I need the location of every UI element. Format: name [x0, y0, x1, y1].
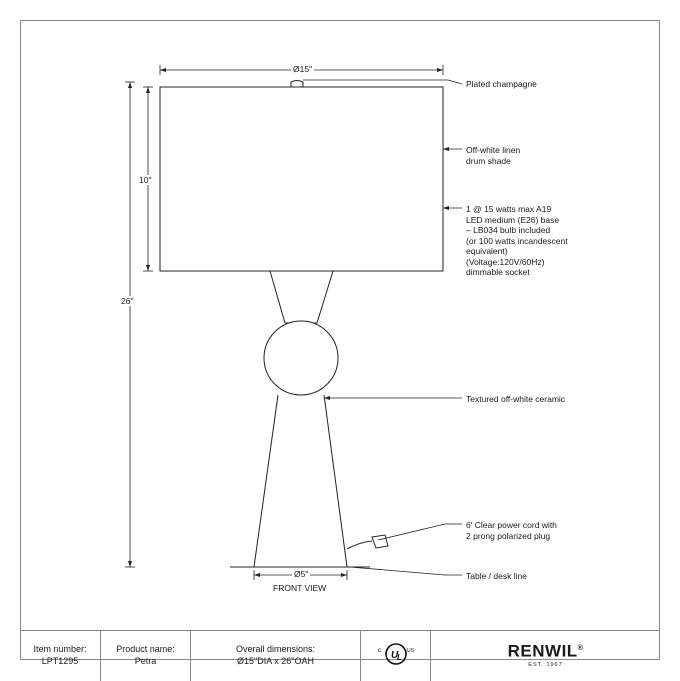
product-name-label: Product name:	[116, 644, 175, 654]
item-number-cell	[20, 631, 100, 681]
power-plug	[372, 535, 388, 548]
ceramic-sphere	[264, 321, 338, 395]
product-name-cell	[100, 631, 190, 681]
brand-name: RENWIL	[507, 641, 578, 661]
leader-finial	[303, 80, 462, 84]
callout-body: Textured off-white ceramic	[466, 394, 566, 404]
callout-finial: Plated champagne	[466, 79, 537, 89]
callout-shade: Off-white linen drum shade	[466, 145, 521, 166]
brand-logo	[431, 640, 660, 661]
overall-dimensions-value: Ø15"DIA x 26"OAH	[237, 656, 314, 666]
brand-cell	[430, 631, 660, 681]
item-number-label: Item number:	[33, 644, 87, 654]
brand-tagline: EST. 1967	[528, 661, 563, 668]
drum-shade	[160, 87, 443, 271]
title-block	[20, 630, 660, 680]
callout-bulb: 1 @ 15 watts max A19 LED medium (E26) base – LB034 bulb included (or 100 watts incandescent equivalent) (Voltage:120V/60Hz) dimmable socket	[466, 204, 568, 277]
finial	[291, 81, 303, 88]
upper-cone	[270, 271, 333, 323]
leader-cord	[378, 524, 462, 540]
dim-shade-height-label: 10"	[139, 175, 152, 185]
view-label: FRONT VIEW	[273, 583, 327, 593]
svg-text:c: c	[377, 648, 381, 654]
ul-certification-icon	[374, 641, 418, 667]
svg-text:L: L	[396, 653, 402, 662]
power-cord	[347, 541, 372, 549]
svg-text:US: US	[406, 648, 414, 654]
dim-overall-height-label: 26"	[121, 296, 134, 306]
certification-cell	[360, 631, 430, 681]
overall-dimensions-label: Overall dimensions:	[235, 644, 316, 654]
overall-dimensions-cell	[190, 631, 360, 681]
item-number-value: LPT1295	[41, 656, 79, 666]
lower-cone	[254, 395, 347, 567]
product-name-value: Petra	[134, 656, 157, 666]
callout-cord: 6' Clear power cord with 2 prong polarized plug	[466, 520, 557, 541]
dim-base-width-label: Ø5"	[294, 569, 309, 579]
brand-registered-mark: ®	[577, 645, 584, 652]
leader-table	[350, 567, 462, 575]
svg-text:U: U	[390, 650, 398, 661]
callout-table: Table / desk line	[466, 571, 527, 581]
dim-shade-width-label: Ø15"	[293, 64, 313, 74]
